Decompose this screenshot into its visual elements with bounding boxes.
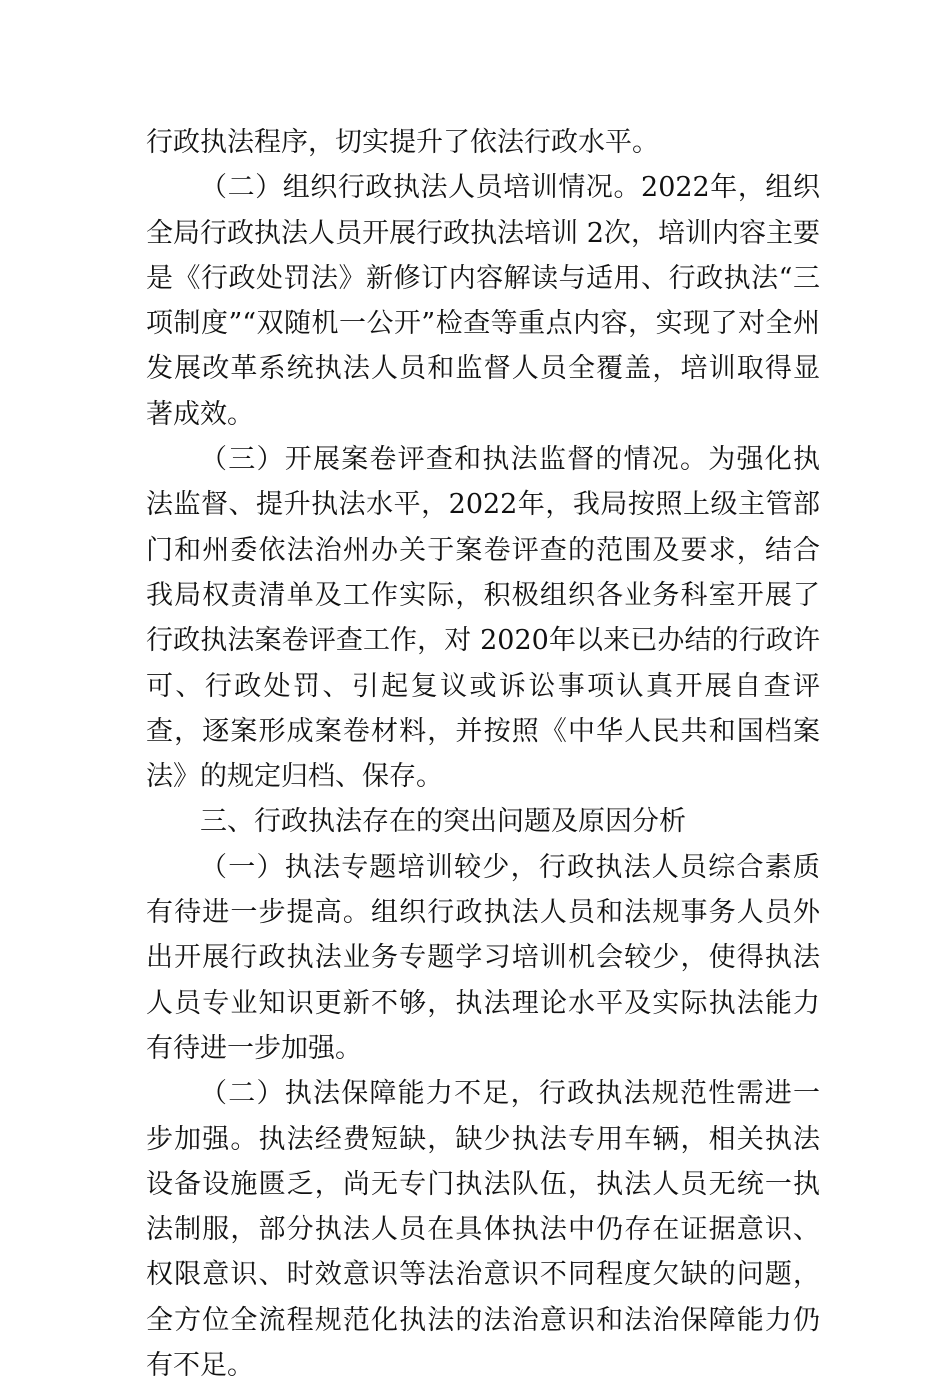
document-body [146, 120, 820, 1388]
paragraph-problem-guarantee: （二）执法保障能力不足，行政执法规范性需进一步加强。执法经费短缺，缺少执法专用车辆，相关执法设备设施匮乏，尚无专门执法队伍，执法人员无统一执法制服，部分执法人员在具体执法中仍存在证据意识、权限意识、时效意识等法治意识不同程度欠缺的问题，全方位全流程规范化执法的法治意识和法治保障能力仍有不足。 [146, 1078, 820, 1382]
section-heading-problems: 三、行政执法存在的突出问题及原因分析 [200, 806, 686, 838]
paragraph-continuation: 行政执法程序，切实提升了依法行政水平。 [146, 127, 659, 158]
paragraph-problem-training: （一）执法专题培训较少，行政执法人员综合素质有待进一步提高。组织行政执法人员和法规事务人员外出开展行政执法业务专题学习培训机会较少，使得执法人员专业知识更新不够，执法理论水平及实际执法能力有待进一步加强。 [146, 851, 820, 1064]
paragraph-training: （二）组织行政执法人员培训情况。2022年，组织全局行政执法人员开展行政执法培训 2次，培训内容主要是《行政处罚法》新修订内容解读与适用、行政执法“三项制度”“双随机一公开”检查等重点内容，实现了对全州发展改革系统执法人员和监督人员全覆盖，培训取得显著成效。 [146, 172, 820, 430]
paragraph-case-review: （三）开展案卷评查和执法监督的情况。为强化执法监督、提升执法水平，2022年，我局按照上级主管部门和州委依法治州办关于案卷评查的范围及要求，结合我局权责清单及工作实际，积极组织各业务科室开展了行政执法案卷评查工作，对 2020年以来已办结的行政许可、行政处罚、引起复议或诉讼事项认真开展自查评查，逐案形成案卷材料，并按照《中华人民共和国档案法》的规定归档、保存。 [146, 444, 820, 793]
